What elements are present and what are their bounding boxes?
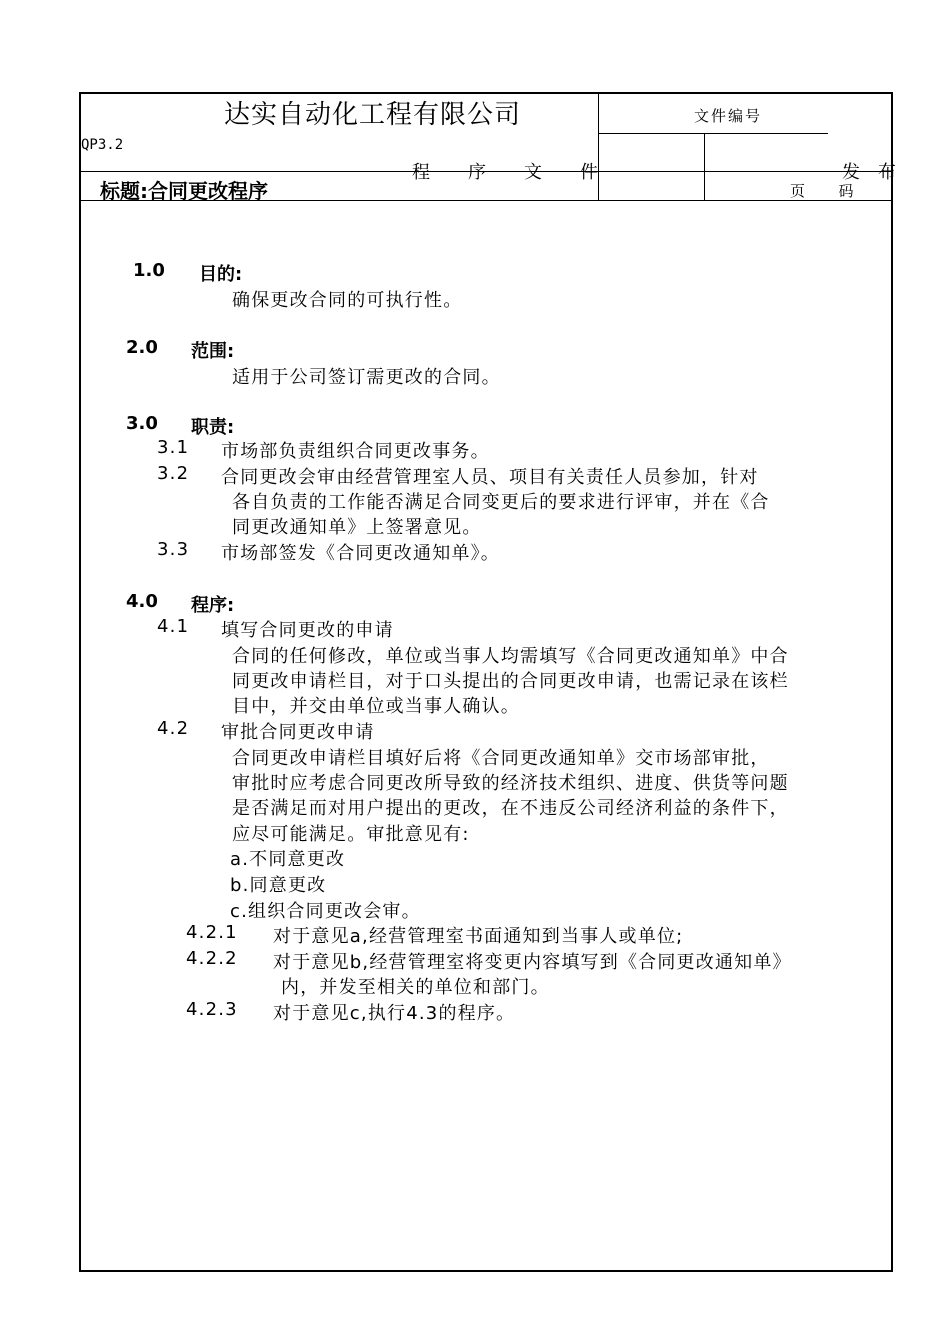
- file-no-underline: [598, 133, 828, 134]
- item-3-1-line: 市场部负责组织合同更改事务。: [221, 441, 490, 462]
- document-code: QP3.2: [81, 137, 124, 153]
- section-4-number: 4.0: [126, 591, 158, 612]
- item-3-2-line: 各自负责的工作能否满足合同变更后的要求进行评审，并在《合: [232, 492, 770, 513]
- issue-label-cut: 发布: [842, 162, 914, 183]
- header-divider-v2: [704, 134, 705, 200]
- document-title: 标题:合同更改程序: [100, 179, 268, 203]
- item-4-1-line: 目中，并交由单位或当事人确认。: [232, 696, 520, 717]
- item-4-2-2-line: 内，并发至相关的单位和部门。: [281, 977, 550, 998]
- section-1-body: 确保更改合同的可执行性。: [232, 290, 463, 311]
- item-4-2-2-number: 4.2.2: [186, 948, 238, 969]
- item-4-2-1-number: 4.2.1: [186, 922, 238, 943]
- item-4-1-title: 填写合同更改的申请: [221, 620, 394, 641]
- item-4-2-number: 4.2: [157, 718, 190, 739]
- item-4-2-3-number: 4.2.3: [186, 999, 238, 1020]
- section-3-heading: 职责:: [191, 417, 235, 438]
- item-4-2-line: 应尽可能满足。审批意见有:: [232, 824, 470, 845]
- item-3-2-line: 合同更改会审由经营管理室人员、项目有关责任人员参加，针对: [221, 467, 759, 488]
- page-number-label: 页 码: [790, 182, 862, 200]
- item-3-3-line: 市场部签发《合同更改通知单》。: [221, 543, 500, 564]
- item-4-1-line: 合同的任何修改，单位或当事人均需填写《合同更改通知单》中合: [232, 646, 789, 667]
- item-3-3-number: 3.3: [157, 539, 190, 560]
- item-4-2-line: 合同更改申请栏目填好后将《合同更改通知单》交市场部审批，: [232, 748, 770, 769]
- item-4-2-2-line: 对于意见b,经营管理室将变更内容填写到《合同更改通知单》: [273, 952, 792, 973]
- item-4-1-number: 4.1: [157, 616, 190, 637]
- approval-option-b: b.同意更改: [230, 875, 327, 896]
- document-type: 程序文件: [412, 162, 636, 183]
- item-3-1-number: 3.1: [157, 437, 190, 458]
- section-2-heading: 范围:: [191, 341, 235, 362]
- item-4-2-line: 是否满足而对用户提出的更改，在不违反公司经济利益的条件下，: [232, 798, 789, 819]
- section-2-number: 2.0: [126, 337, 158, 358]
- company-name: 达实自动化工程有限公司: [224, 100, 522, 130]
- approval-option-c: c.组织合同更改会审。: [230, 901, 421, 922]
- item-4-2-1-line: 对于意见a,经营管理室书面通知到当事人或单位;: [273, 926, 684, 947]
- item-3-2-line: 同更改通知单》上签署意见。: [232, 517, 482, 538]
- item-4-2-title: 审批合同更改申请: [221, 722, 375, 743]
- section-3-number: 3.0: [126, 413, 158, 434]
- approval-option-a: a.不同意更改: [230, 849, 346, 870]
- item-4-1-line: 同更改申请栏目，对于口头提出的合同更改申请，也需记录在该栏: [232, 671, 789, 692]
- item-3-2-number: 3.2: [157, 463, 190, 484]
- section-1-number: 1.0: [133, 260, 165, 281]
- section-2-body: 适用于公司签订需更改的合同。: [232, 367, 501, 388]
- item-4-2-line: 审批时应考虑合同更改所导致的经济技术组织、进度、供货等问题: [232, 773, 789, 794]
- file-number-label: 文件编号: [694, 107, 763, 125]
- item-4-2-3-line: 对于意见c,执行4.3的程序。: [273, 1003, 516, 1024]
- section-4-heading: 程序:: [191, 595, 235, 616]
- section-1-heading: 目的:: [199, 264, 243, 285]
